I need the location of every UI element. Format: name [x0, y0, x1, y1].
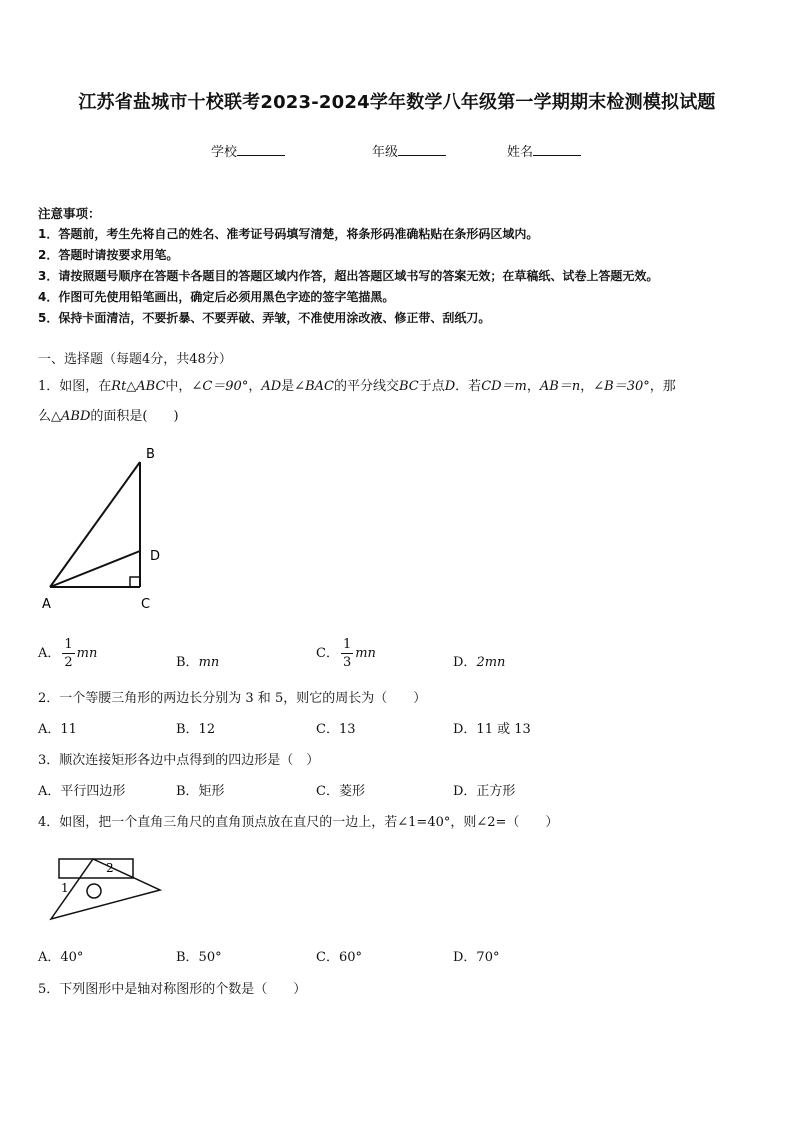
q1-text: 1．如图，在 [38, 379, 112, 394]
q1-text: 是 [281, 379, 295, 394]
q1-text: ．若 [455, 379, 482, 394]
note-item-1: 1．答题前，考生先将自己的姓名、准考证号码填写清楚，将条形码准确粘贴在条形码区域内。 [38, 227, 539, 241]
q1-math: △ABD [51, 409, 91, 424]
q3-option-d[interactable]: D．正方形 [453, 784, 516, 799]
vertex-label-b: B [146, 447, 155, 462]
q3-option-c[interactable]: C．菱形 [316, 784, 365, 799]
q1-math: D [444, 379, 456, 394]
option-math: mn [76, 646, 98, 661]
option-math: mn [355, 646, 376, 661]
q4-option-a[interactable]: A．40° [38, 950, 84, 965]
q4-option-b[interactable]: B．50° [176, 950, 222, 965]
angle-2-label: 2 [106, 861, 114, 875]
page-title: 江苏省盐城市十校联考2023-2024学年数学八年级第一学期期末检测模拟试题 [78, 92, 716, 113]
vertex-label-c: C [141, 597, 151, 612]
q1-math: Rt△ABC [111, 379, 166, 394]
grade-blank [398, 142, 446, 156]
q1-text: ， [248, 379, 262, 394]
option-math: mn [198, 655, 220, 670]
q1-text: ，那 [649, 379, 676, 394]
q1-text: 的面积是( ) [90, 409, 179, 424]
q2-option-d[interactable]: D．11 或 13 [453, 722, 531, 737]
section-heading: 一、选择题（每题4分，共48分） [38, 352, 232, 367]
note-item-2: 2．答题时请按要求用笔。 [38, 248, 179, 262]
q1-text: 于点 [418, 379, 445, 394]
q2-option-a[interactable]: A．11 [38, 722, 77, 737]
numerator: 1 [342, 637, 352, 652]
option-label: C． [316, 646, 339, 661]
note-item-4: 4．作图可先使用铅笔画出，确定后必须用黑色字迹的签字笔描黑。 [38, 290, 395, 304]
grade-field [372, 141, 446, 160]
school-blank [237, 142, 285, 156]
note-item-3: 3．请按照题号顺序在答题卡各题目的答题区域内作答，超出答题区域书写的答案无效；在草稿纸、试卷上答题无效。 [38, 269, 659, 283]
notes-heading: 注意事项： [38, 206, 101, 221]
q4-option-c[interactable]: C．60° [316, 950, 362, 965]
name-blank [533, 142, 581, 156]
question-5: 5．下列图形中是轴对称图形的个数是（ ） [38, 982, 307, 997]
grade-label: 年级 [372, 145, 399, 160]
name-field [507, 141, 581, 160]
question-2: 2．一个等腰三角形的两边长分别为 3 和 5，则它的周长为（ ） [38, 691, 427, 706]
denominator: 2 [64, 655, 73, 670]
question-4: 4．如图，把一个直角三角尺的直角顶点放在直尺的一边上，若∠1=40°，则∠2=（ ） [38, 815, 559, 830]
option-label: B． [176, 655, 199, 670]
ruler [59, 859, 133, 878]
vertex-label-a: A [42, 597, 51, 612]
vertex-label-d: D [150, 549, 161, 564]
q1-text: ， [526, 379, 540, 394]
q1-text: 的平分线交 [333, 379, 399, 394]
option-math: 2mn [476, 655, 506, 670]
angle-1-label: 1 [61, 881, 69, 895]
question-1-line-2 [38, 405, 179, 424]
q3-option-a[interactable]: A．平行四边形 [38, 784, 126, 799]
q1-text: 中， [165, 379, 192, 394]
q1-option-c[interactable] [316, 638, 376, 669]
q1-math: AD [261, 379, 282, 394]
q1-option-d[interactable] [453, 651, 505, 670]
note-item-5: 5．保持卡面清洁，不要折暴、不要弄破、弄皱，不准使用涂改液、修正带、刮纸刀。 [38, 311, 491, 325]
q1-text: ， [580, 379, 594, 394]
name-label: 姓名 [507, 145, 534, 160]
option-label: D． [453, 655, 477, 670]
option-label: A． [38, 646, 61, 661]
school-label: 学校 [211, 145, 238, 160]
q1-text: 么 [38, 409, 52, 424]
right-angle-mark [130, 577, 140, 587]
q1-option-b[interactable] [176, 651, 219, 670]
question-1-line-1 [38, 375, 676, 394]
q1-triangle-figure [36, 440, 176, 615]
q1-math: ∠B＝30° [593, 379, 650, 394]
q1-math: AB＝n [539, 379, 581, 394]
fraction [62, 638, 74, 669]
q1-math: BC [398, 379, 419, 394]
q1-math: ∠BAC [294, 379, 334, 394]
q4-option-d[interactable]: D．70° [453, 950, 500, 965]
denominator: 3 [342, 655, 352, 670]
q2-option-c[interactable]: C．13 [316, 722, 356, 737]
q4-ruler-triangle-figure [46, 852, 166, 924]
q1-option-a[interactable] [38, 638, 97, 669]
set-square-hole [87, 884, 101, 898]
school-field [211, 141, 285, 160]
question-3: 3．顺次连接矩形各边中点得到的四边形是（ ） [38, 753, 320, 768]
q1-math: CD＝m [481, 379, 527, 394]
q2-option-b[interactable]: B．12 [176, 722, 216, 737]
numerator: 1 [64, 637, 73, 652]
q1-math: ∠C＝90° [191, 379, 249, 394]
fraction [341, 638, 353, 669]
q3-option-b[interactable]: B．矩形 [176, 784, 225, 799]
